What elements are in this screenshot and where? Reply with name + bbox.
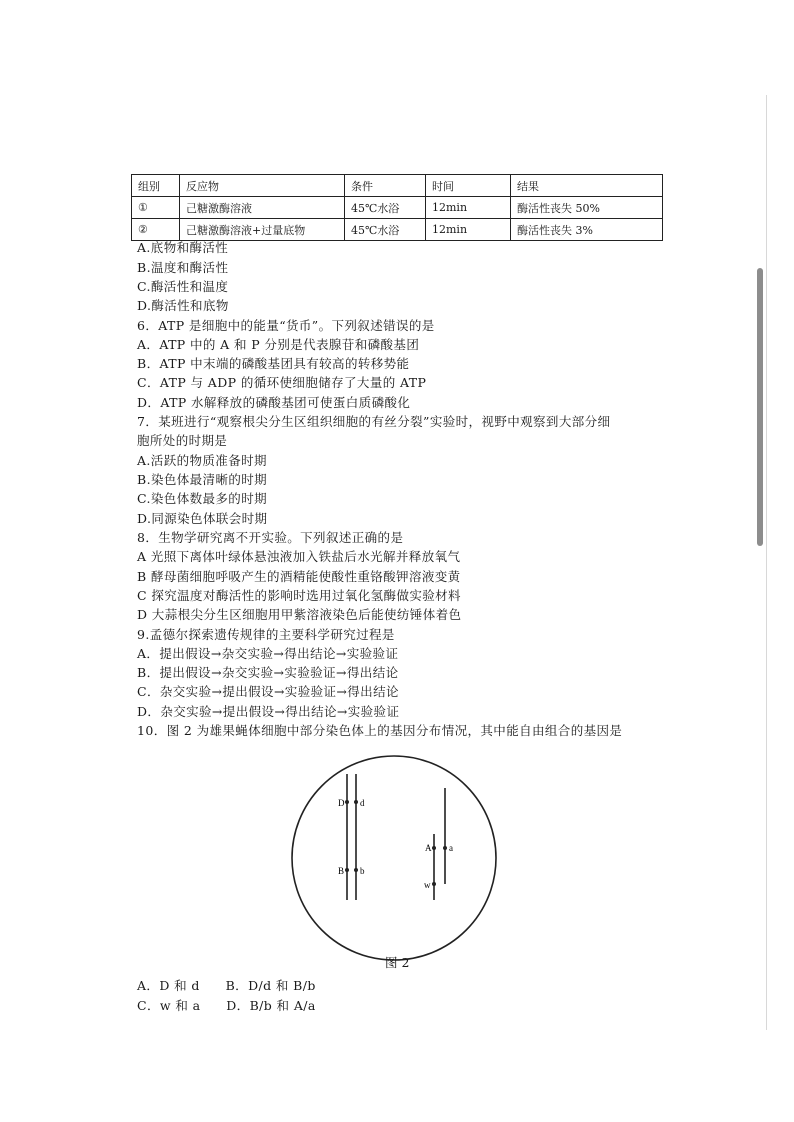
scrollbar-track[interactable] [766,95,767,1030]
chromosome-figure [290,752,500,972]
q8-stem: 8．生物学研究离不开实验。下列叙述正确的是 [137,530,404,545]
locus-a-lower [443,846,447,850]
q6-option-a: A．ATP 中的 A 和 P 分别是代表腺苷和磷酸基团 [137,337,420,352]
table-cell: ① [132,197,180,219]
q6-stem: 6．ATP 是细胞中的能量“货币”。下列叙述错误的是 [137,318,435,333]
gene-label-d: d [360,798,365,808]
locus-a-upper [432,846,436,850]
q7-option-d: D.同源染色体联会时期 [137,511,268,526]
table-cell: 己糖激酶溶液 [180,197,345,219]
q7-option-c: C.染色体数最多的时期 [137,491,267,506]
q7-option-a: A.活跃的物质准备时期 [137,453,267,468]
q10-options-row2: C．w 和 a D．B/b 和 A/a [137,998,316,1013]
q5-option-c: C.酶活性和温度 [137,279,229,294]
locus-b-upper [345,868,349,872]
table-header: 反应物 [180,175,345,197]
q5-option-b: B.温度和酶活性 [137,260,229,275]
q9-option-d: D．杂交实验→提出假设→得出结论→实验验证 [137,704,400,719]
table-cell: 12min [426,219,511,241]
table-header: 条件 [345,175,426,197]
q6-option-d: D．ATP 水解释放的磷酸基团可使蛋白质磷酸化 [137,395,411,410]
q8-option-b: B 酵母菌细胞呼吸产生的酒精能使酸性重铬酸钾溶液变黄 [137,569,461,584]
q7-option-b: B.染色体最清晰的时期 [137,472,268,487]
q9-option-c: C．杂交实验→提出假设→实验验证→得出结论 [137,684,399,699]
gene-label-D: D [338,798,345,808]
cell-outline [292,756,496,960]
table-header-row [132,175,663,197]
q5-option-a: A.底物和酶活性 [137,240,229,255]
table-header: 结果 [511,175,663,197]
q7-stem-line2: 胞所处的时期是 [137,433,228,448]
q9-stem: 9.孟德尔探索遗传规律的主要科学研究过程是 [137,627,395,642]
gene-label-b: b [360,866,365,876]
q7-stem-line1: 7．某班进行“观察根尖分生区组织细胞的有丝分裂”实验时，视野中观察到大部分细 [137,414,611,429]
experiment-table [131,174,663,241]
table-cell: 酶活性丧失 3% [511,219,663,241]
table-row [132,197,663,219]
q6-option-b: B．ATP 中末端的磷酸基团具有较高的转移势能 [137,356,410,371]
q9-option-a: A．提出假设→杂交实验→得出结论→实验验证 [137,646,399,661]
scrollbar-thumb[interactable] [757,268,763,546]
q5-option-d: D.酶活性和底物 [137,298,229,313]
gene-label-a: a [449,843,453,853]
q9-option-b: B．提出假设→杂交实验→实验验证→得出结论 [137,665,399,680]
table-cell: 45℃水浴 [345,219,426,241]
figure-caption: 图 2 [385,955,410,970]
q8-option-c: C 探究温度对酶活性的影响时选用过氧化氢酶做实验材料 [137,588,461,603]
locus-w [432,882,436,886]
table-header: 组别 [132,175,180,197]
table-cell: ② [132,219,180,241]
gene-label-w: w [424,880,431,890]
table-cell: 12min [426,197,511,219]
table-cell: 酶活性丧失 50% [511,197,663,219]
locus-d-lower [354,800,358,804]
table-header: 时间 [426,175,511,197]
q6-option-c: C．ATP 与 ADP 的循环使细胞储存了大量的 ATP [137,375,427,390]
table-cell: 45℃水浴 [345,197,426,219]
q10-options-row1: A．D 和 d B．D/d 和 B/b [137,978,316,993]
locus-b-lower [354,868,358,872]
gene-label-A: A [425,843,432,853]
q10-stem: 10．图 2 为雄果蝇体细胞中部分染色体上的基因分布情况，其中能自由组合的基因是 [137,723,623,738]
table-cell: 己糖激酶溶液+过量底物 [180,219,345,241]
q8-option-a: A 光照下离体叶绿体悬浊液加入铁盐后水光解并释放氧气 [137,549,461,564]
gene-label-B: B [338,866,345,876]
locus-d-upper [345,800,349,804]
q8-option-d: D 大蒜根尖分生区细胞用甲紫溶液染色后能使纺锤体着色 [137,607,462,622]
